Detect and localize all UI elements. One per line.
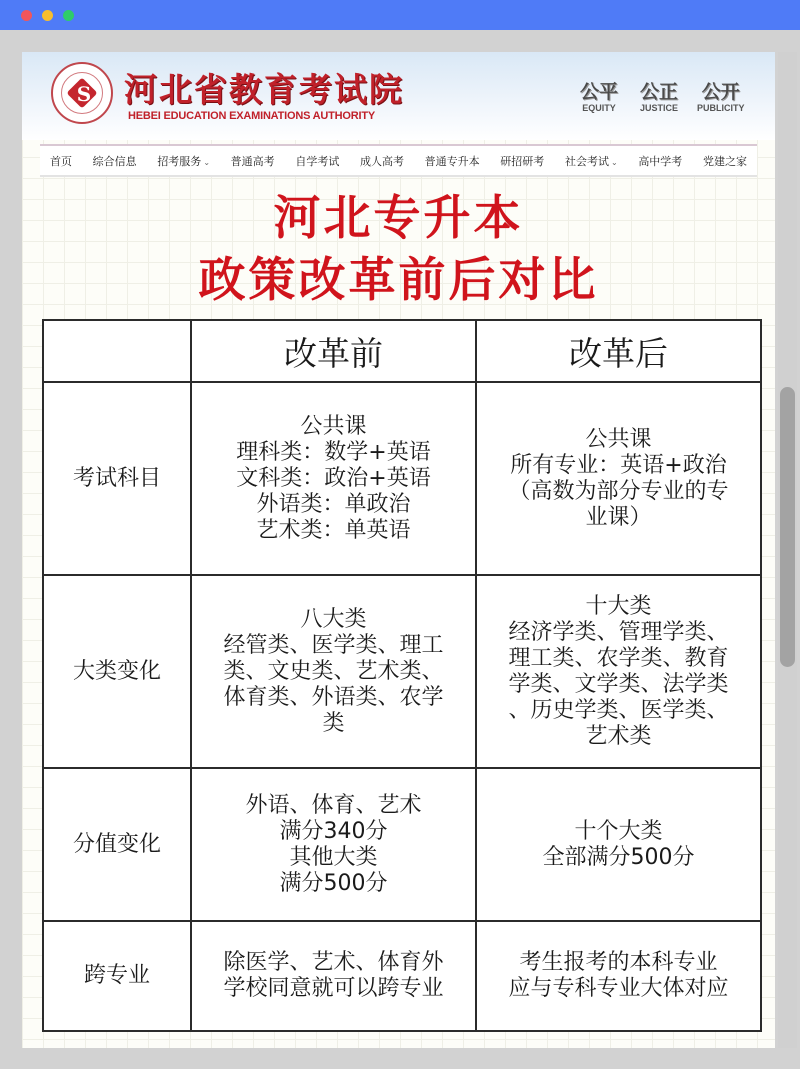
chevron-down-icon: ⌄	[610, 157, 618, 167]
motto-publicity	[697, 82, 745, 114]
cell-line: 理工类、农学类、教育	[508, 645, 729, 671]
cell-line: 十大类	[585, 593, 652, 619]
nav-label: 研招研考	[500, 154, 545, 168]
cell-line: 业课）	[585, 504, 652, 530]
nav-item-party-building[interactable]	[703, 153, 747, 169]
nav-item-exam-services[interactable]	[157, 153, 210, 169]
row-label: 考试科目	[43, 382, 191, 575]
motto-cn: 公平	[580, 81, 619, 103]
post-image	[22, 52, 775, 1048]
cell-after	[476, 768, 761, 921]
scrollbar-thumb[interactable]	[780, 387, 795, 667]
cell-before	[191, 921, 476, 1031]
motto-justice	[640, 82, 678, 114]
nav-item-home[interactable]	[50, 153, 72, 169]
cell-line: 艺术类	[585, 723, 652, 749]
table-header-row	[43, 320, 761, 382]
org-name-cn: 河北省教育考试院	[124, 70, 404, 109]
cell-line: 学校同意就可以跨专业	[223, 976, 444, 1001]
row-label: 跨专业	[43, 921, 191, 1031]
nav-label: 社会考试	[564, 154, 609, 168]
cell-before	[191, 768, 476, 921]
cell-line: 应与专科专业大体对应	[508, 976, 729, 1001]
cell-line: 外语类：单政治	[256, 491, 411, 517]
cell-line: 八大类	[300, 606, 367, 632]
comparison-table	[42, 319, 762, 1032]
cell-line: 公共课	[585, 426, 652, 452]
cell-before	[191, 382, 476, 575]
window-titlebar	[0, 0, 800, 30]
maximize-window-button[interactable]	[63, 10, 74, 21]
cell-after	[476, 921, 761, 1031]
table-row	[43, 575, 761, 768]
cell-line: 除医学、艺术、体育外	[223, 950, 444, 975]
nav-label: 党建之家	[702, 154, 747, 168]
row-label: 大类变化	[43, 575, 191, 768]
cell-line: 外语、体育、艺术	[245, 792, 422, 818]
close-window-button[interactable]	[21, 10, 32, 21]
nav-item-grad-exam[interactable]	[500, 153, 544, 169]
nav-label: 综合信息	[92, 154, 137, 168]
nav-label: 普通高考	[230, 154, 275, 168]
nav-item-general-info[interactable]	[93, 153, 137, 169]
cell-line: 类	[322, 710, 345, 736]
nav-item-gaokao[interactable]	[231, 153, 275, 169]
headline-line-2: 政策改革前后对比	[198, 253, 599, 308]
cell-line: 其他大类	[289, 844, 378, 870]
cell-line: 公共课	[300, 413, 367, 439]
table-row	[43, 382, 761, 575]
nav-label: 首页	[50, 154, 72, 168]
headline-line-1: 河北专升本	[273, 191, 524, 246]
cell-line: 、历史学类、医学类、	[508, 697, 729, 723]
nav-label: 自学考试	[295, 154, 340, 168]
cell-line: 经济学类、管理学类、	[508, 619, 729, 645]
motto-en: PUBLICITY	[697, 103, 745, 113]
cell-line: 所有专业：英语+政治	[510, 452, 727, 478]
nav-item-self-study-exam[interactable]	[295, 153, 339, 169]
cell-line: 学类、文学类、法学类	[508, 671, 729, 697]
table-row	[43, 768, 761, 921]
header-cell-empty	[43, 320, 191, 382]
cell-after	[476, 382, 761, 575]
nav-item-high-school-exam[interactable]	[638, 153, 682, 169]
cell-line: 文科类：政治+英语	[236, 465, 431, 491]
cell-after	[476, 575, 761, 768]
cell-line: 体育类、外语类、农学	[223, 684, 444, 710]
headline	[22, 188, 775, 312]
main-nav	[40, 144, 757, 177]
cell-line: 经管类、医学类、理工	[223, 632, 444, 658]
table-row	[43, 921, 761, 1031]
nav-item-adult-exam[interactable]	[360, 153, 404, 169]
chevron-down-icon: ⌄	[203, 157, 211, 167]
nav-label: 招考服务	[157, 154, 202, 168]
motto-en: EQUITY	[582, 103, 616, 113]
nav-label: 高中学考	[638, 154, 683, 168]
minimize-window-button[interactable]	[42, 10, 53, 21]
cell-line: 类、文史类、艺术类、	[223, 658, 444, 684]
cell-line: 满分500分	[279, 870, 388, 896]
motto-en: JUSTICE	[640, 103, 679, 113]
nav-item-upgrade-exam[interactable]	[425, 153, 480, 169]
cell-line: 满分340分	[279, 818, 388, 844]
motto-equity	[580, 82, 618, 114]
row-label: 分值变化	[43, 768, 191, 921]
nav-item-social-exam[interactable]	[565, 153, 618, 169]
cell-line: 十个大类	[574, 818, 663, 844]
nav-label: 普通专升本	[424, 154, 480, 168]
cell-before	[191, 575, 476, 768]
seal-glyph: S	[76, 82, 92, 106]
cell-line: （高数为部分专业的专	[508, 478, 729, 504]
site-header	[22, 52, 775, 140]
hebei-exam-authority-seal-icon	[51, 62, 113, 124]
cell-line: 艺术类：单英语	[256, 517, 411, 543]
header-cell-after: 改革后	[476, 320, 761, 382]
cell-line: 考生报考的本科专业	[519, 950, 718, 975]
motto-cn: 公开	[701, 81, 740, 103]
header-cell-before: 改革前	[191, 320, 476, 382]
nav-label: 成人高考	[359, 154, 404, 168]
motto-cn: 公正	[640, 81, 679, 103]
cell-line: 理科类：数学+英语	[236, 439, 431, 465]
vertical-scrollbar[interactable]	[778, 52, 797, 1048]
org-name-en: HEBEI EDUCATION EXAMINATIONS AUTHORITY	[128, 110, 376, 122]
cell-line: 全部满分500分	[542, 844, 695, 870]
